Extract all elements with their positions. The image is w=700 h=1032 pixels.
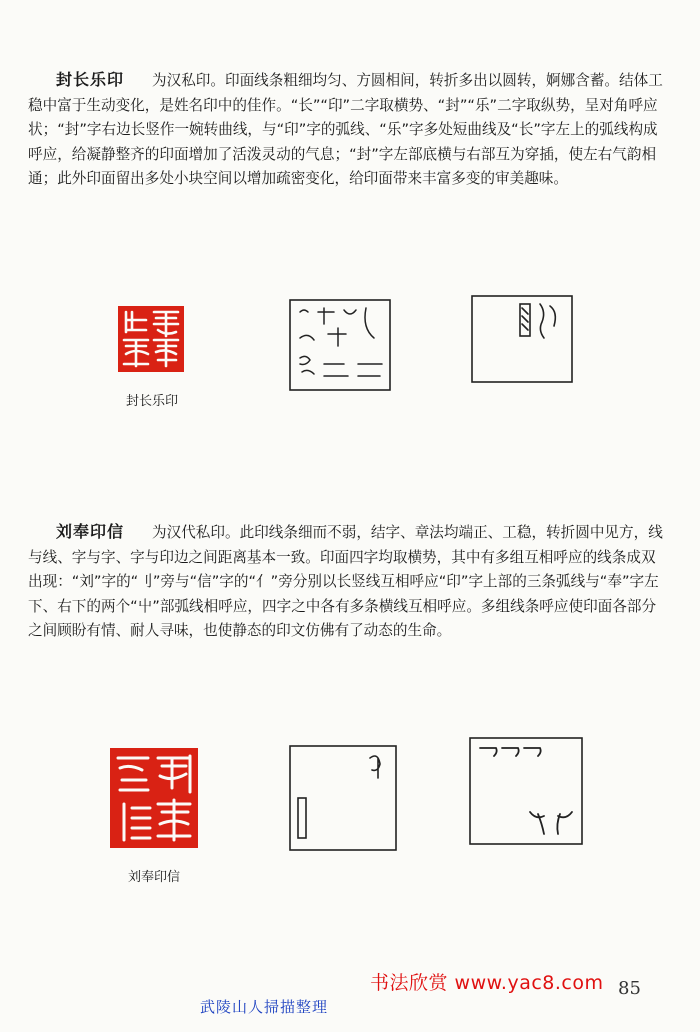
section-2-body: 为汉代私印。此印线条细而不弱，结字、章法均端正、工稳，转折圆中见方，线与线、字与字、字与印边之间距离基本一致。印面四字均取横势，其中有多组互相呼应的线条成双出现：“刘”字的“刂”旁与“信”字的“亻”旁分别以长竖线互相呼应“印”字上部的三条弧线与“奉”字左下、右下的两个“屮”部弧线相呼应，四字之中各有多条横线互相呼应。多组线条呼应使印面各部分之间顾盼有情、耐人寻味，也使静态的印文仿佛有了动态的生命。 <box>28 524 663 640</box>
section-1-paragraph <box>28 68 668 192</box>
seal-2-caption: 刘奉印信 <box>127 870 180 885</box>
section-1-title: 封长乐印 <box>56 70 125 89</box>
seal-1-caption: 封长乐印 <box>125 394 178 409</box>
page-number: 85 <box>618 978 641 999</box>
seal-feng-changle-red <box>118 306 184 372</box>
scanner-credit: 武陵山人掃描整理 <box>200 998 329 1016</box>
section-2-paragraph <box>28 520 668 644</box>
seal-liu-feng-red <box>110 748 198 848</box>
section-2-title: 刘奉印信 <box>56 522 125 541</box>
seal-1-sketch-a <box>288 298 394 394</box>
section-1-body: 为汉私印。印面线条粗细均匀、方圆相间，转折多出以圆转，婀娜含蓄。结体工稳中富于生动变化，是姓名印中的佳作。“长”“印”二字取横势、“封”“乐”二字取纵势，呈对角呼应状；“封”字右边长竖作一婉转曲线，与“印”字的弧线、“乐”字多处短曲线及“长”字左上的弧线构成呼应，给凝静整齐的印面增加了活泼灵动的气息；“封”字左部底横与右部互为穿插，使左右气韵相通；此外印面留出多处小块空间以增加疏密变化，给印面带来丰富多变的审美趣味。 <box>28 72 663 188</box>
section-1 <box>28 68 668 192</box>
seal-1-sketch-b <box>470 294 576 386</box>
seal-2-sketch-b <box>468 736 586 848</box>
section-2 <box>28 520 668 644</box>
site-watermark: 书法欣赏 www.yac8.com <box>370 972 604 994</box>
seal-2-sketch-a <box>288 744 400 854</box>
